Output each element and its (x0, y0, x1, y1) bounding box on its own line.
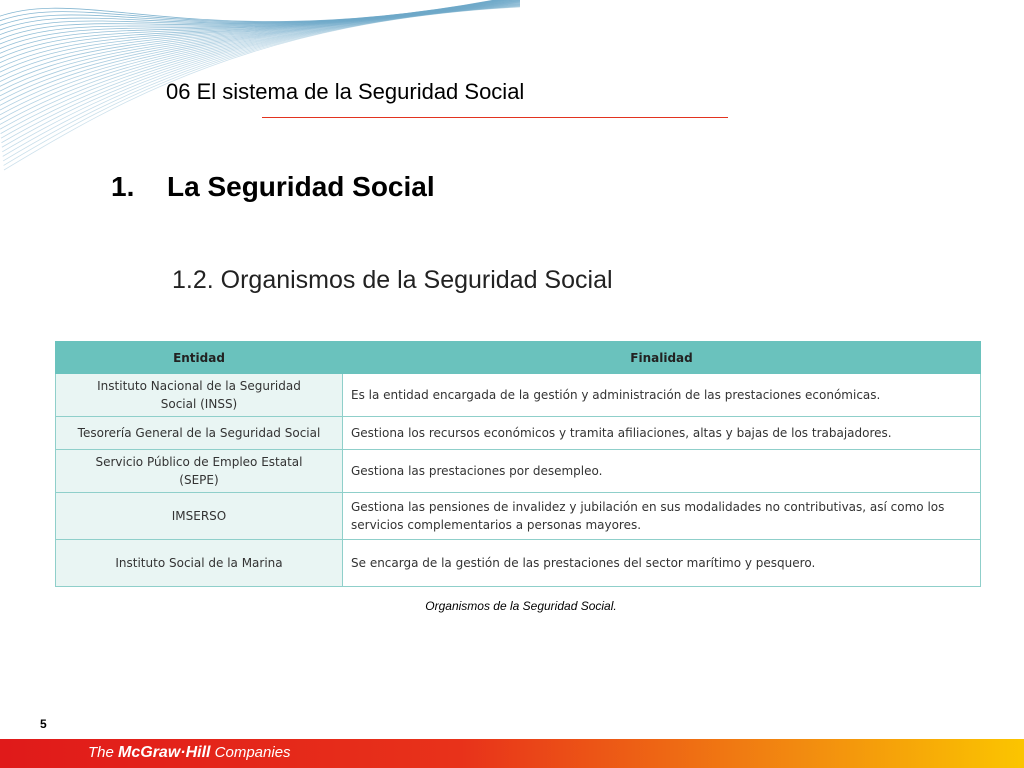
entity-cell (56, 450, 343, 493)
entity-text: Instituto Nacional de la Seguridad (97, 379, 301, 393)
publisher-logo (88, 744, 291, 762)
section-title: La Seguridad Social (167, 171, 435, 202)
table-row (56, 417, 981, 450)
footer-bar (0, 739, 1024, 768)
entity-text: Social (INSS) (160, 397, 238, 411)
logo-brand: McGraw·Hill (118, 744, 211, 761)
table-row (56, 450, 981, 493)
table-row (56, 493, 981, 540)
logo-prefix: The (88, 744, 114, 761)
section-number: 1. (111, 171, 135, 202)
purpose-text: Gestiona las pensiones de invalidez y jubilación en sus modalidades no contributivas, así como los (351, 500, 945, 514)
subsection-title: 1.2. Organismos de la Seguridad Social (172, 266, 613, 294)
header-divider (262, 117, 728, 118)
entity-cell (56, 540, 343, 587)
entity-cell (56, 493, 343, 540)
table-row (56, 374, 981, 417)
purpose-cell (343, 540, 981, 587)
entity-text: Tesorería General de la Seguridad Social (77, 426, 321, 440)
purpose-cell (343, 417, 981, 450)
purpose-cell (343, 374, 981, 417)
column-header-entity: Entidad (56, 342, 343, 374)
entity-cell (56, 374, 343, 417)
purpose-text: Es la entidad encargada de la gestión y administración de las prestaciones económicas. (351, 388, 881, 402)
purpose-cell (343, 450, 981, 493)
entity-cell (56, 417, 343, 450)
entity-text: Instituto Social de la Marina (115, 556, 283, 570)
purpose-text: Gestiona las prestaciones por desempleo. (351, 464, 603, 478)
page-number: 5 (40, 717, 47, 731)
column-header-purpose: Finalidad (343, 342, 981, 374)
entity-text: IMSERSO (171, 509, 227, 523)
entity-text: (SEPE) (179, 473, 219, 487)
entity-text: Servicio Público de Empleo Estatal (95, 455, 303, 469)
purpose-text: Gestiona los recursos económicos y tramita afiliaciones, altas y bajas de los trabajadores. (351, 426, 892, 440)
purpose-cell (343, 493, 981, 540)
organisms-table (55, 341, 981, 587)
table-caption: Organismos de la Seguridad Social. (425, 599, 617, 613)
table-header-row (56, 342, 981, 374)
purpose-text: servicios complementarios a personas mayores. (351, 518, 642, 532)
logo-suffix: Companies (214, 744, 291, 761)
purpose-text: Se encarga de la gestión de las prestaciones del sector marítimo y pesquero. (351, 556, 816, 570)
table-row (56, 540, 981, 587)
header-title: 06 El sistema de la Seguridad Social (166, 79, 525, 104)
